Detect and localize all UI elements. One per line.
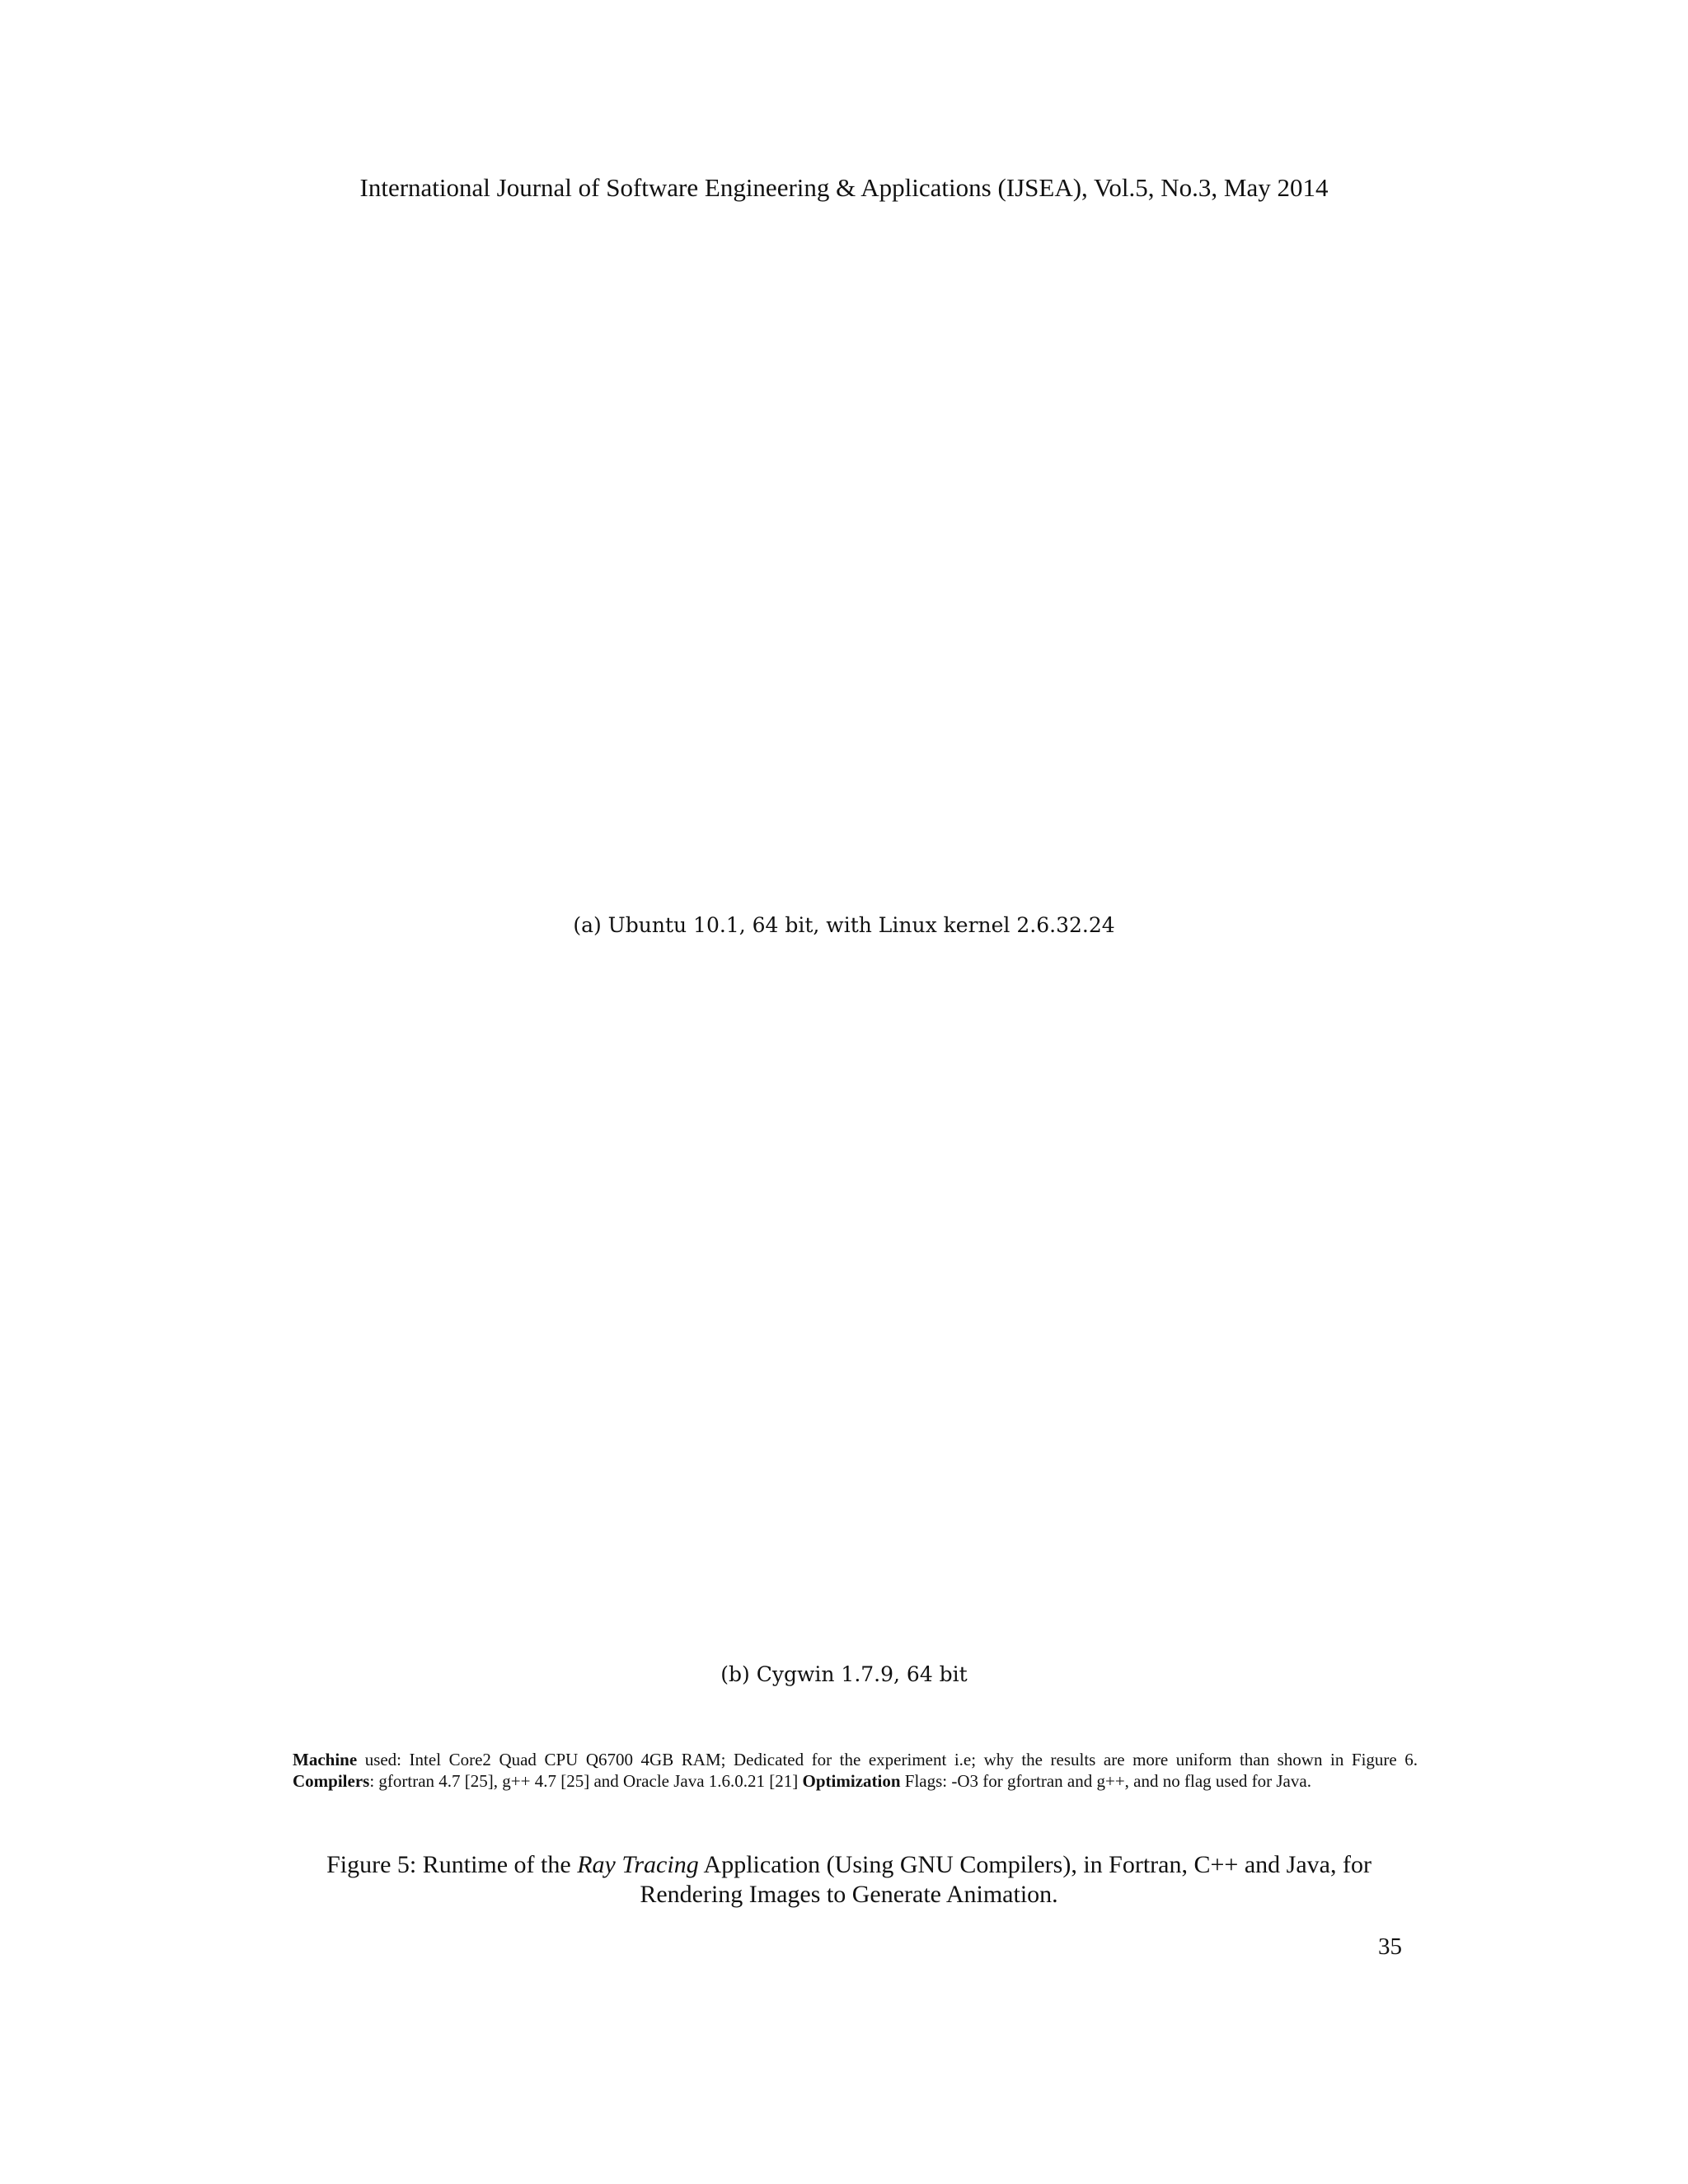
figure-caption-italic: Ray Tracing (577, 1851, 699, 1878)
machine-note (293, 1749, 1418, 1792)
chart-b-complex (288, 1317, 1393, 1647)
note-optimization-label: Optimization (802, 1771, 901, 1791)
subcaption-b: (b) Cygwin 1.7.9, 64 bit (720, 1662, 968, 1686)
chart-b-simple (288, 977, 1393, 1315)
subcaption-a: (a) Ubuntu 10.1, 64 bit, with Linux kernel 2.6.32.24 (573, 913, 1115, 937)
note-compilers-label: Compilers (293, 1771, 370, 1791)
note-machine-text: used: Intel Core2 Quad CPU Q6700 4GB RAM; Dedicated for the experiment i.e; why the results are more uniform than shown in Figure 6. (357, 1750, 1418, 1769)
figure-caption-prefix: Figure 5: Runtime of the (326, 1851, 578, 1878)
figure-caption (272, 1850, 1426, 1910)
journal-header: International Journal of Software Engineering & Applications (IJSEA), Vol.5, No.3, May 2014 (359, 173, 1329, 202)
figure-caption-suffix: Application (Using GNU Compilers), in Fortran, C++ and Java, for Rendering Images to Generate Animation. (640, 1851, 1372, 1908)
note-compilers-text: : gfortran 4.7 [25], g++ 4.7 [25] and Oracle Java 1.6.0.21 [21] (369, 1771, 803, 1791)
note-optimization-text: Flags: -O3 for gfortran and g++, and no flag used for Java. (900, 1771, 1311, 1791)
chart-a-simple (288, 229, 1393, 559)
chart-b-simple-svg (288, 977, 1393, 1315)
chart-a-complex (288, 567, 1393, 897)
page-number: 35 (1378, 1933, 1402, 1960)
chart-b-complex-svg (288, 1317, 1393, 1647)
chart-a-complex-svg (288, 567, 1393, 897)
chart-a-simple-svg (288, 229, 1393, 559)
note-machine-label: Machine (293, 1750, 358, 1769)
